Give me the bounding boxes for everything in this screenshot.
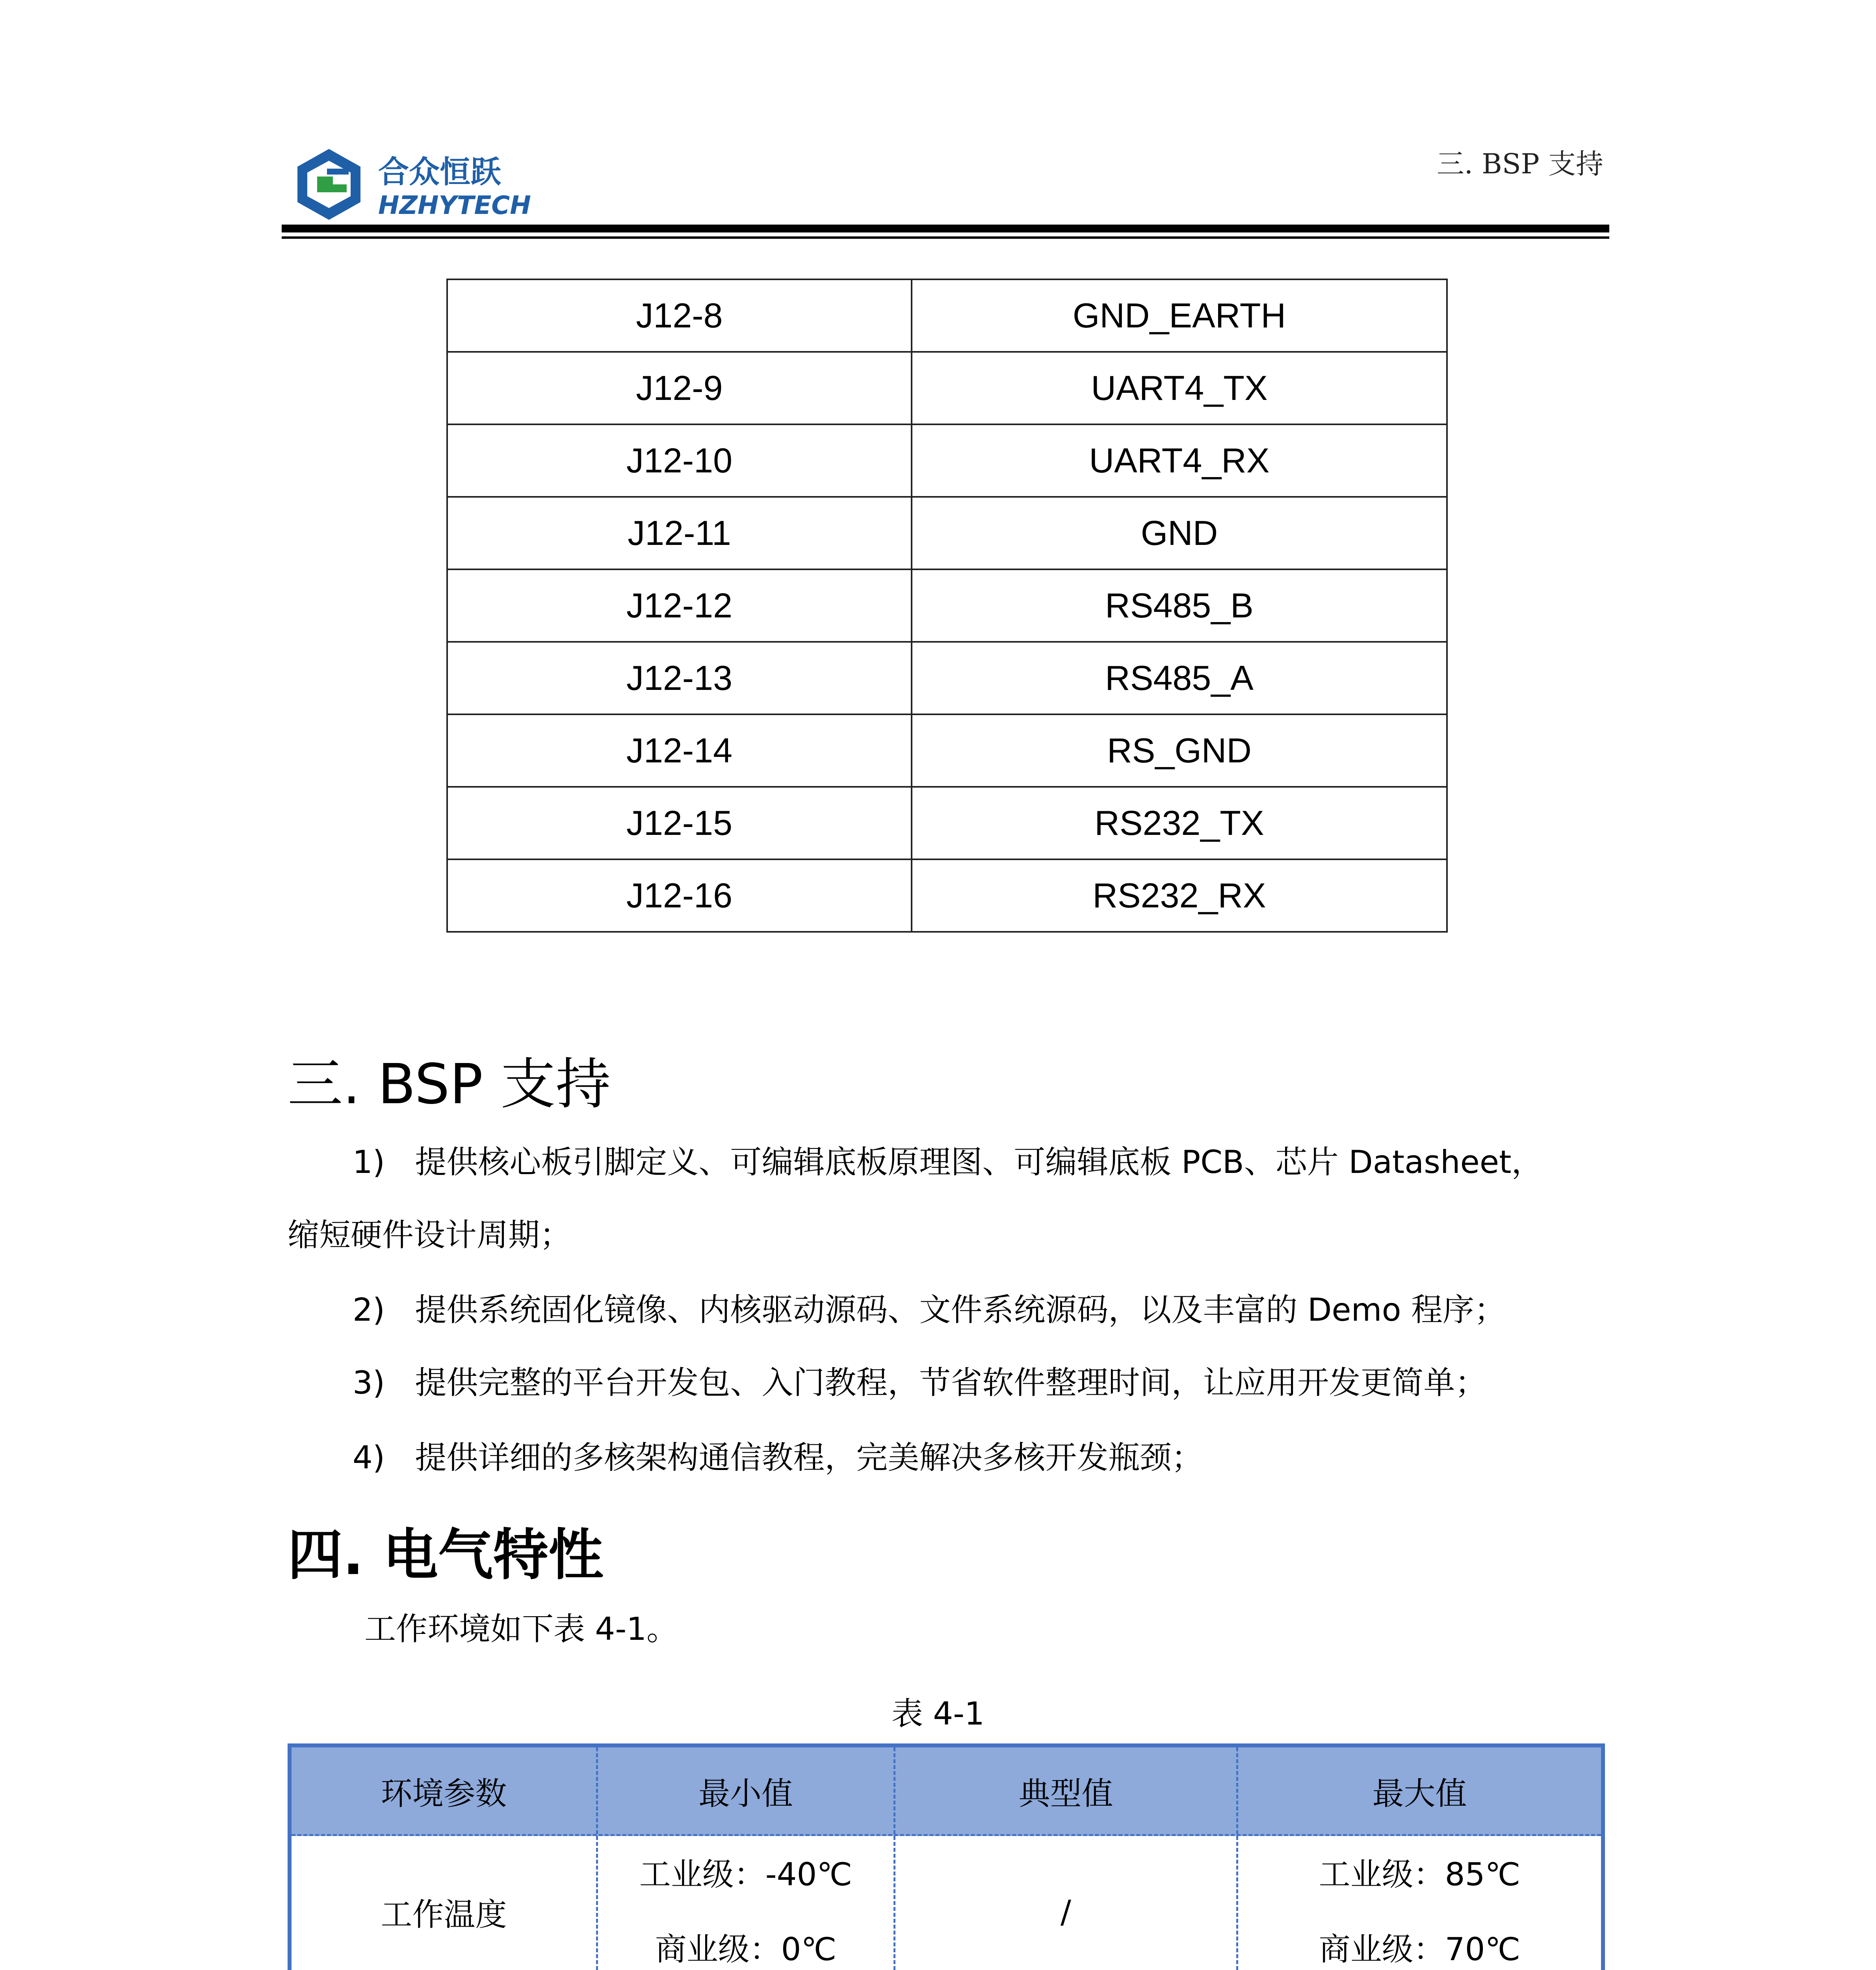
logo-en-text: HZHYTECH [378,191,531,220]
list-number: 2) [353,1292,385,1328]
header-cell: 典型值 [895,1747,1238,1834]
table-row [447,569,1447,642]
table-row [447,787,1447,859]
table-row [447,642,1447,714]
table-header-row [292,1747,1601,1836]
company-logo [290,145,542,224]
electrical-intro: 工作环境如下表 4-1。 [364,1611,678,1647]
list-number: 3) [353,1364,385,1401]
list-text: 提供核心板引脚定义、可编辑底板原理图、可编辑底板 PCB、芯片 Datasheet， [415,1144,1543,1180]
min-commercial: 商业级：0℃ [655,1931,837,1968]
bsp-item-4 [353,1439,1203,1476]
header-section-title: 三. BSP 支持 [1436,148,1603,180]
table-row [447,859,1447,932]
header-rule-thin [282,236,1609,239]
list-text: 提供完整的平台开发包、入门教程，节省软件整理时间，让应用开发更简单； [415,1364,1487,1401]
pin-cell: J12-15 [447,787,912,859]
table-row [447,352,1447,424]
table-caption-4-1: 表 4-1 [891,1695,985,1732]
pin-cell: J12-14 [447,714,912,787]
signal-cell: GND_EARTH [912,279,1447,352]
table-row [447,279,1447,352]
pin-cell: J12-12 [447,569,912,642]
bsp-item-2 [353,1294,1506,1326]
signal-cell: RS_GND [912,714,1447,787]
header-cell: 环境参数 [292,1747,598,1834]
min-cell [598,1836,895,1970]
list-number: 4) [353,1439,385,1476]
signal-cell: RS232_RX [912,859,1447,932]
signal-cell: RS485_B [912,569,1447,642]
list-text: 提供系统固化镜像、内核驱动源码、文件系统源码，以及丰富的 Demo 程序； [415,1292,1506,1328]
header-cell: 最大值 [1372,1775,1467,1812]
table-row [447,424,1447,497]
max-industrial: 工业级：85℃ [1319,1856,1521,1893]
max-cell [1238,1836,1601,1970]
param-cell: 工作温度 [292,1836,598,1970]
table-row [292,1836,1601,1970]
environment-table [288,1743,1605,1970]
pin-cell: J12-13 [447,642,912,714]
max-commercial: 商业级：70℃ [1319,1931,1521,1968]
section-heading-electrical: 四. 电气特性 [288,1523,604,1587]
bsp-item-1 [353,1144,1543,1180]
logo-cn-text: 合众恒跃 [378,154,502,190]
signal-cell: RS232_TX [912,787,1447,859]
pin-table [446,279,1448,933]
pin-cell: J12-9 [447,352,912,424]
bsp-item-1-continuation: 缩短硬件设计周期； [288,1217,571,1253]
section-heading-bsp: 三. BSP 支持 [288,1052,611,1117]
pin-cell: J12-8 [447,279,912,352]
pin-cell: J12-16 [447,859,912,932]
signal-cell: UART4_RX [912,424,1447,497]
table-row [447,714,1447,787]
list-text: 提供详细的多核架构通信教程，完美解决多核开发瓶颈； [415,1439,1203,1476]
signal-cell: UART4_TX [912,352,1447,424]
pin-cell: J12-10 [447,424,912,497]
typ-cell: / [895,1836,1238,1970]
hzhytech-logo-icon [290,145,542,224]
header-cell: 最小值 [598,1747,895,1834]
signal-cell: GND [912,497,1447,569]
min-industrial: 工业级：-40℃ [639,1856,853,1893]
bsp-item-3 [353,1364,1487,1401]
pin-cell: J12-11 [447,497,912,569]
signal-cell: RS485_A [912,642,1447,714]
table-row [447,497,1447,569]
header-rule-thick [282,225,1609,232]
list-number: 1) [353,1144,385,1180]
